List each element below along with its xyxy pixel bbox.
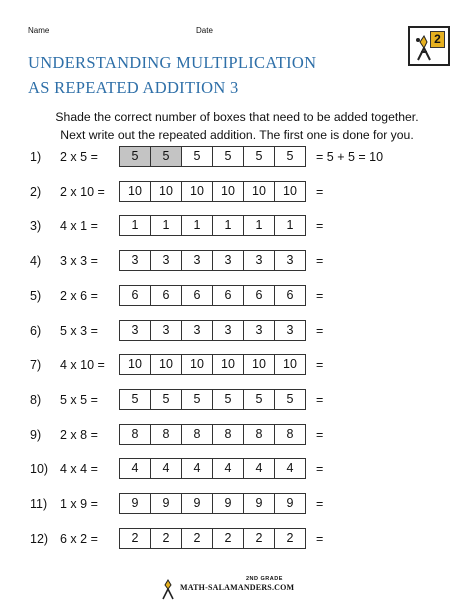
problem-row (0, 250, 474, 274)
number-box[interactable]: 10 (274, 181, 306, 202)
number-box[interactable]: 3 (119, 320, 151, 341)
number-box[interactable]: 3 (150, 250, 182, 271)
answer-field[interactable]: = (316, 219, 324, 234)
title-line-1: UNDERSTANDING MULTIPLICATION (28, 53, 317, 72)
number-box[interactable]: 5 (181, 389, 213, 410)
number-box[interactable]: 9 (150, 493, 182, 514)
box-group (120, 389, 306, 409)
number-box[interactable]: 2 (150, 528, 182, 549)
problem-number: 12) (30, 531, 49, 546)
number-box[interactable]: 10 (150, 181, 182, 202)
answer-field[interactable]: = (316, 358, 324, 373)
grade-badge: 2 (430, 31, 445, 48)
number-box[interactable]: 4 (181, 458, 213, 479)
number-box[interactable]: 3 (274, 250, 306, 271)
number-box[interactable]: 5 (119, 389, 151, 410)
box-group (120, 215, 306, 235)
number-box[interactable]: 6 (119, 285, 151, 306)
number-box[interactable]: 1 (243, 215, 275, 236)
number-box[interactable]: 8 (274, 424, 306, 445)
number-box[interactable]: 5 (181, 146, 213, 167)
number-box[interactable]: 1 (150, 215, 182, 236)
problem-equation: 4 x 4 = (60, 462, 98, 477)
problem-equation: 2 x 6 = (60, 288, 98, 303)
number-box[interactable]: 8 (119, 424, 151, 445)
number-box[interactable]: 9 (181, 493, 213, 514)
number-box[interactable]: 5 (212, 389, 244, 410)
footer-site: MATH-SALAMANDERS.COM (180, 583, 295, 592)
number-box[interactable]: 10 (181, 354, 213, 375)
number-box[interactable]: 10 (119, 354, 151, 375)
problem-number: 1) (30, 150, 42, 164)
problem-row (0, 424, 474, 448)
problem-number: 3) (30, 219, 42, 234)
answer-field[interactable]: = (316, 462, 324, 477)
box-group (120, 146, 306, 166)
date-label: Date (196, 26, 213, 35)
problem-row (0, 146, 474, 170)
number-box[interactable]: 3 (274, 320, 306, 341)
number-box[interactable]: 2 (243, 528, 275, 549)
number-box[interactable]: 3 (243, 320, 275, 341)
problem-equation: 4 x 1 = (60, 219, 98, 234)
problem-row (0, 285, 474, 309)
number-box[interactable]: 8 (150, 424, 182, 445)
answer-field[interactable]: = (316, 323, 324, 338)
number-box[interactable]: 10 (181, 181, 213, 202)
box-group (120, 285, 306, 305)
answer-field[interactable]: = (316, 427, 324, 442)
number-box[interactable]: 3 (212, 250, 244, 271)
answer-field[interactable]: = (316, 254, 324, 269)
problem-row (0, 458, 474, 482)
number-box[interactable]: 5 (150, 389, 182, 410)
worksheet-header (28, 26, 213, 35)
answer-field[interactable]: = 5 + 5 = 10 (316, 150, 384, 164)
box-group (120, 458, 306, 478)
number-box[interactable]: 4 (119, 458, 151, 479)
number-box[interactable]: 2 (119, 528, 151, 549)
number-box[interactable]: 4 (212, 458, 244, 479)
name-label: Name (28, 26, 50, 35)
footer-brand (160, 576, 320, 602)
shaded-box[interactable]: 5 (150, 146, 182, 167)
salamander-mini-icon (160, 578, 176, 600)
problem-equation: 5 x 3 = (60, 323, 98, 338)
number-box[interactable]: 9 (243, 493, 275, 514)
number-box[interactable]: 10 (212, 354, 244, 375)
problem-equation: 1 x 9 = (60, 497, 98, 511)
problem-equation: 5 x 5 = (60, 392, 98, 407)
problem-equation: 2 x 5 = (60, 150, 98, 164)
number-box[interactable]: 6 (212, 285, 244, 306)
number-box[interactable]: 4 (150, 458, 182, 479)
problem-equation: 6 x 2 = (60, 531, 98, 546)
answer-field[interactable]: = (316, 184, 324, 199)
worksheet-title (28, 50, 316, 100)
number-box[interactable]: 1 (119, 215, 151, 236)
number-box[interactable]: 3 (181, 320, 213, 341)
answer-field[interactable]: = (316, 392, 324, 407)
number-box[interactable]: 6 (243, 285, 275, 306)
box-group (120, 424, 306, 444)
footer-grade: 2ND GRADE (246, 576, 283, 582)
number-box[interactable]: 1 (212, 215, 244, 236)
problem-number: 4) (30, 254, 42, 269)
number-box[interactable]: 6 (274, 285, 306, 306)
number-box[interactable]: 5 (243, 389, 275, 410)
number-box[interactable]: 3 (181, 250, 213, 271)
problem-number: 10) (30, 462, 49, 477)
number-box[interactable]: 5 (274, 146, 306, 167)
problem-number: 8) (30, 392, 42, 407)
number-box[interactable]: 5 (212, 146, 244, 167)
problem-row (0, 354, 474, 378)
number-box[interactable]: 9 (119, 493, 151, 514)
problem-row (0, 320, 474, 344)
shaded-box[interactable]: 5 (119, 146, 151, 167)
number-box[interactable]: 3 (150, 320, 182, 341)
answer-field[interactable]: = (316, 531, 324, 546)
problem-number: 5) (30, 288, 42, 303)
box-group (120, 493, 306, 513)
problem-row (0, 389, 474, 413)
box-group (120, 250, 306, 270)
number-box[interactable]: 10 (274, 354, 306, 375)
instruction-line-2: Next write out the repeated addition. The first one is done for you. (60, 128, 414, 142)
number-box[interactable]: 10 (243, 181, 275, 202)
number-box[interactable]: 9 (274, 493, 306, 514)
problem-row (0, 493, 474, 517)
number-box[interactable]: 6 (181, 285, 213, 306)
title-line-2: AS REPEATED ADDITION 3 (28, 78, 239, 97)
problem-number: 6) (30, 323, 42, 338)
number-box[interactable]: 2 (212, 528, 244, 549)
number-box[interactable]: 2 (181, 528, 213, 549)
salamander-logo (408, 26, 450, 66)
problem-number: 2) (30, 184, 42, 199)
problem-number: 9) (30, 427, 42, 442)
number-box[interactable]: 1 (274, 215, 306, 236)
problem-equation: 4 x 10 = (60, 358, 105, 373)
number-box[interactable]: 8 (243, 424, 275, 445)
box-group (120, 528, 306, 548)
problem-number: 7) (30, 358, 42, 373)
problem-equation: 2 x 8 = (60, 427, 98, 442)
number-box[interactable]: 9 (212, 493, 244, 514)
problem-row (0, 528, 474, 552)
box-group (120, 320, 306, 340)
number-box[interactable]: 8 (181, 424, 213, 445)
number-box[interactable]: 8 (212, 424, 244, 445)
answer-field[interactable]: = (316, 497, 324, 511)
number-box[interactable]: 3 (212, 320, 244, 341)
box-group (120, 354, 306, 374)
number-box[interactable]: 3 (243, 250, 275, 271)
number-box[interactable]: 2 (274, 528, 306, 549)
number-box[interactable]: 1 (181, 215, 213, 236)
box-group (120, 181, 306, 201)
instruction-line-1: Shade the correct number of boxes that need to be added together. (55, 110, 419, 124)
number-box[interactable]: 10 (212, 181, 244, 202)
number-box[interactable]: 10 (119, 181, 151, 202)
number-box[interactable]: 4 (274, 458, 306, 479)
problem-row (0, 181, 474, 205)
number-box[interactable]: 10 (243, 354, 275, 375)
problem-row (0, 215, 474, 239)
number-box[interactable]: 4 (243, 458, 275, 479)
number-box[interactable]: 5 (243, 146, 275, 167)
number-box[interactable]: 3 (119, 250, 151, 271)
problem-number: 11) (30, 497, 48, 511)
number-box[interactable]: 5 (274, 389, 306, 410)
number-box[interactable]: 10 (150, 354, 182, 375)
answer-field[interactable]: = (316, 288, 324, 303)
problem-equation: 3 x 3 = (60, 254, 98, 269)
problem-equation: 2 x 10 = (60, 184, 105, 199)
number-box[interactable]: 6 (150, 285, 182, 306)
